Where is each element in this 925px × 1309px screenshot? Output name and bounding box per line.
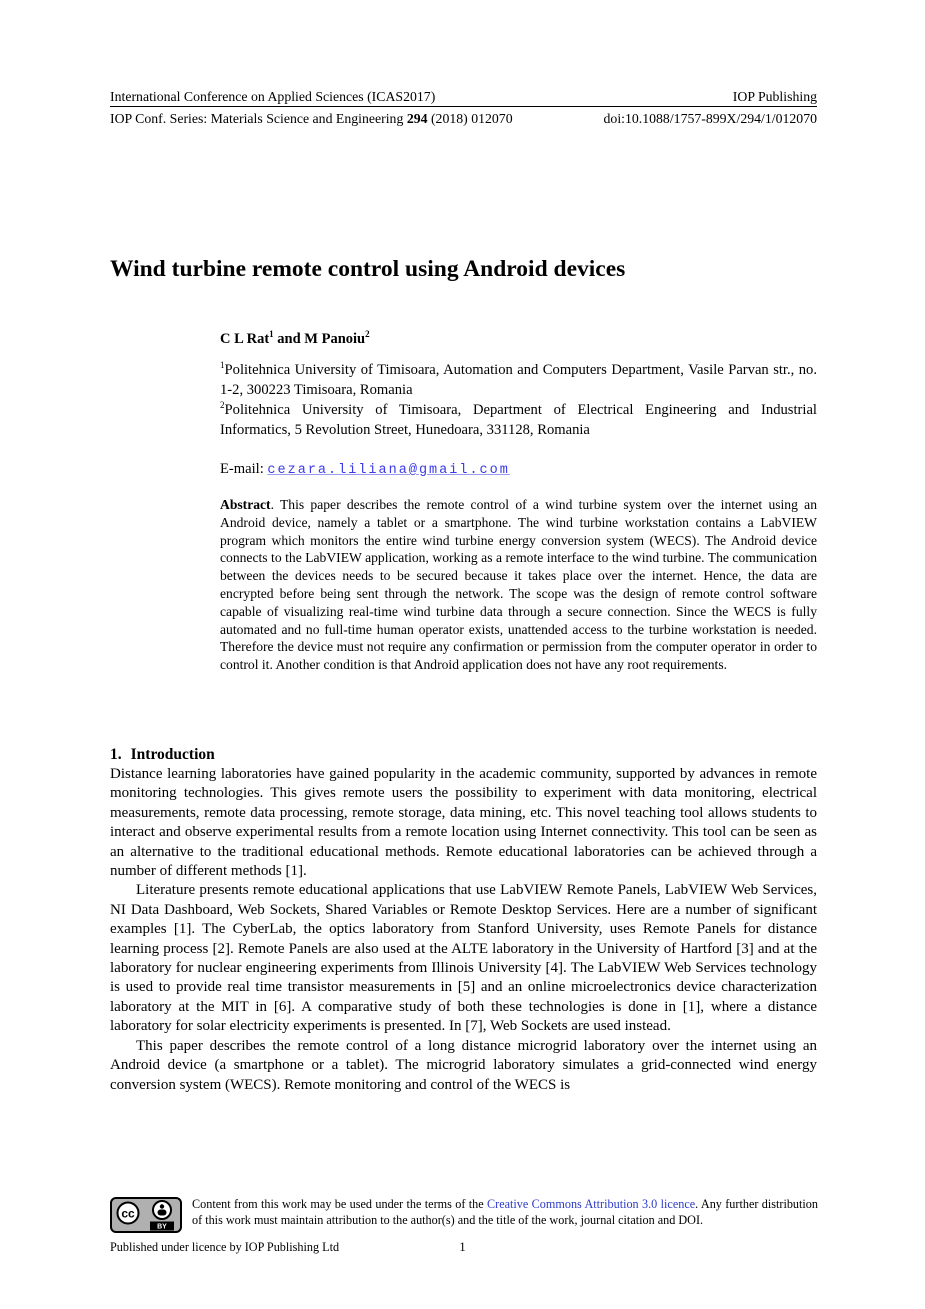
cc-license-link[interactable]: Creative Commons Attribution 3.0 licence <box>487 1197 696 1211</box>
abstract <box>220 496 817 674</box>
front-matter <box>220 330 817 674</box>
paragraph: This paper describes the remote control of a long distance microgrid laboratory over the internet using an Android device (a smartphone or a tablet). The microgrid laboratory simulates a grid-connected wind energy conversion system (WECS). Remote monitoring and control of the WECS is <box>110 1037 817 1093</box>
affil-marker: 2 <box>220 400 225 411</box>
series-title: IOP Conf. Series: Materials Science and Engineering <box>110 111 407 126</box>
affil-marker: 1 <box>220 360 225 371</box>
author-affil-marker: 2 <box>365 329 370 340</box>
section-number: 1. <box>110 746 122 763</box>
article-body <box>110 745 817 1095</box>
published-note: Published under licence by IOP Publishing Ltd <box>110 1240 340 1254</box>
affil-text: Politehnica University of Timisoara, Automation and Computers Department, Vasile Parvan str., no. 1-2, 300223 Timisoara, Romania <box>220 362 817 398</box>
section-title: Introduction <box>130 746 215 763</box>
author-name: C L Rat <box>220 331 270 347</box>
email-link[interactable]: cezara.liliana@gmail.com <box>267 463 510 478</box>
cc-letters: cc <box>121 1206 135 1221</box>
cc-by-badge-icon <box>110 1197 182 1233</box>
issue-info: (2018) 012070 <box>427 111 513 126</box>
publisher-name: IOP Publishing <box>732 89 817 104</box>
page-title: Wind turbine remote control using Android devices <box>110 256 626 282</box>
doi: doi:10.1088/1757-899X/294/1/012070 <box>603 111 817 126</box>
paragraph: Distance learning laboratories have gained popularity in the academic community, supported by advances in remote monitoring technologies. This gives remote users the possibility to experiment with data monitoring, electrical measurements, remote data processing, remote storage, data mining, etc. This novel teaching tool allows students to interact and observe experimental results from a remote location using Internet connectivity. This tool can be seen as an alternative to the traditional educational methods. Remote educational laboratories can be achieved through a number of different methods [1]. <box>110 766 817 880</box>
header-rule <box>110 106 817 107</box>
affiliation <box>220 400 817 440</box>
journal-header <box>110 88 817 105</box>
email-line <box>220 460 817 480</box>
email-label: E-mail: <box>220 461 268 477</box>
series-citation <box>110 110 513 127</box>
affiliation <box>220 360 817 400</box>
author-affil-marker: 1 <box>269 329 274 340</box>
license-note <box>192 1197 818 1228</box>
author-line <box>220 330 817 348</box>
volume-number: 294 <box>406 111 428 126</box>
by-letters: BY <box>157 1223 167 1231</box>
conference-name: International Conference on Applied Sciences (ICAS2017) <box>110 89 436 104</box>
affil-text: Politehnica University of Timisoara, Department of Electrical Engineering and Industrial Informatics, 5 Revolution Street, Hunedoara, 331128, Romania <box>220 402 817 438</box>
paragraph: Literature presents remote educational applications that use LabVIEW Remote Panels, LabVIEW Web Services, NI Data Dashboard, Web Sockets, Shared Variables or Remote Desktop Services. Here are a number of significant examples [1]. The CyberLab, the optics laboratory from Stanford University, uses Remote Panels for distance learning process [2]. Remote Panels are also used at the ALTE laboratory in the University of Hartford [3] and at the laboratory for nuclear engineering experiments from Illinois University [4]. The LabVIEW Web Services technology is used to provide real time transistor measurements in [5] and an online microelectronics device characterization laboratory at the MIT in [6]. A comparative study of both these technologies is done in [1], where a distance laboratory for solar electricity experiments is presented. In [7], Web Sockets are used instead. <box>110 882 817 1035</box>
author-name: M Panoiu <box>304 331 366 347</box>
affiliations <box>220 360 817 440</box>
citation-line <box>110 110 817 127</box>
abstract-label: Abstract <box>220 497 271 512</box>
license-text-pre: Content from this work may be used under the terms of the <box>192 1197 488 1211</box>
page-number: 1 <box>459 1240 466 1254</box>
author-separator: and <box>273 331 305 347</box>
section-heading <box>110 745 817 765</box>
license-text-post: . Any further distribution of this work must maintain attribution to the author(s) and the title of the work, journal citation and DOI. <box>192 1197 818 1227</box>
abstract-text: . This paper describes the remote control of a wind turbine system over the internet using an Android device, namely a tablet or a smartphone. The wind turbine workstation contains a LabVIEW program which monitors the entire wind turbine energy conversion system (WECS). The Android device connects to the LabVIEW application, working as a remote interface to the wind turbine. The communication between the devices needs to be secured because it takes place over the internet. Hence, the data are encrypted before being sent through the network. The scope was the design of remote control software capable of visualizing real-time wind turbine data through a secure connection. Since the WECS is fully automated and no full-time human operator exists, unattended access to the turbine workstation is needed. Therefore the device must not require any confirmation or permission from the computer operator in order to control it. Another condition is that Android application does not have any root requirements. <box>220 497 817 673</box>
